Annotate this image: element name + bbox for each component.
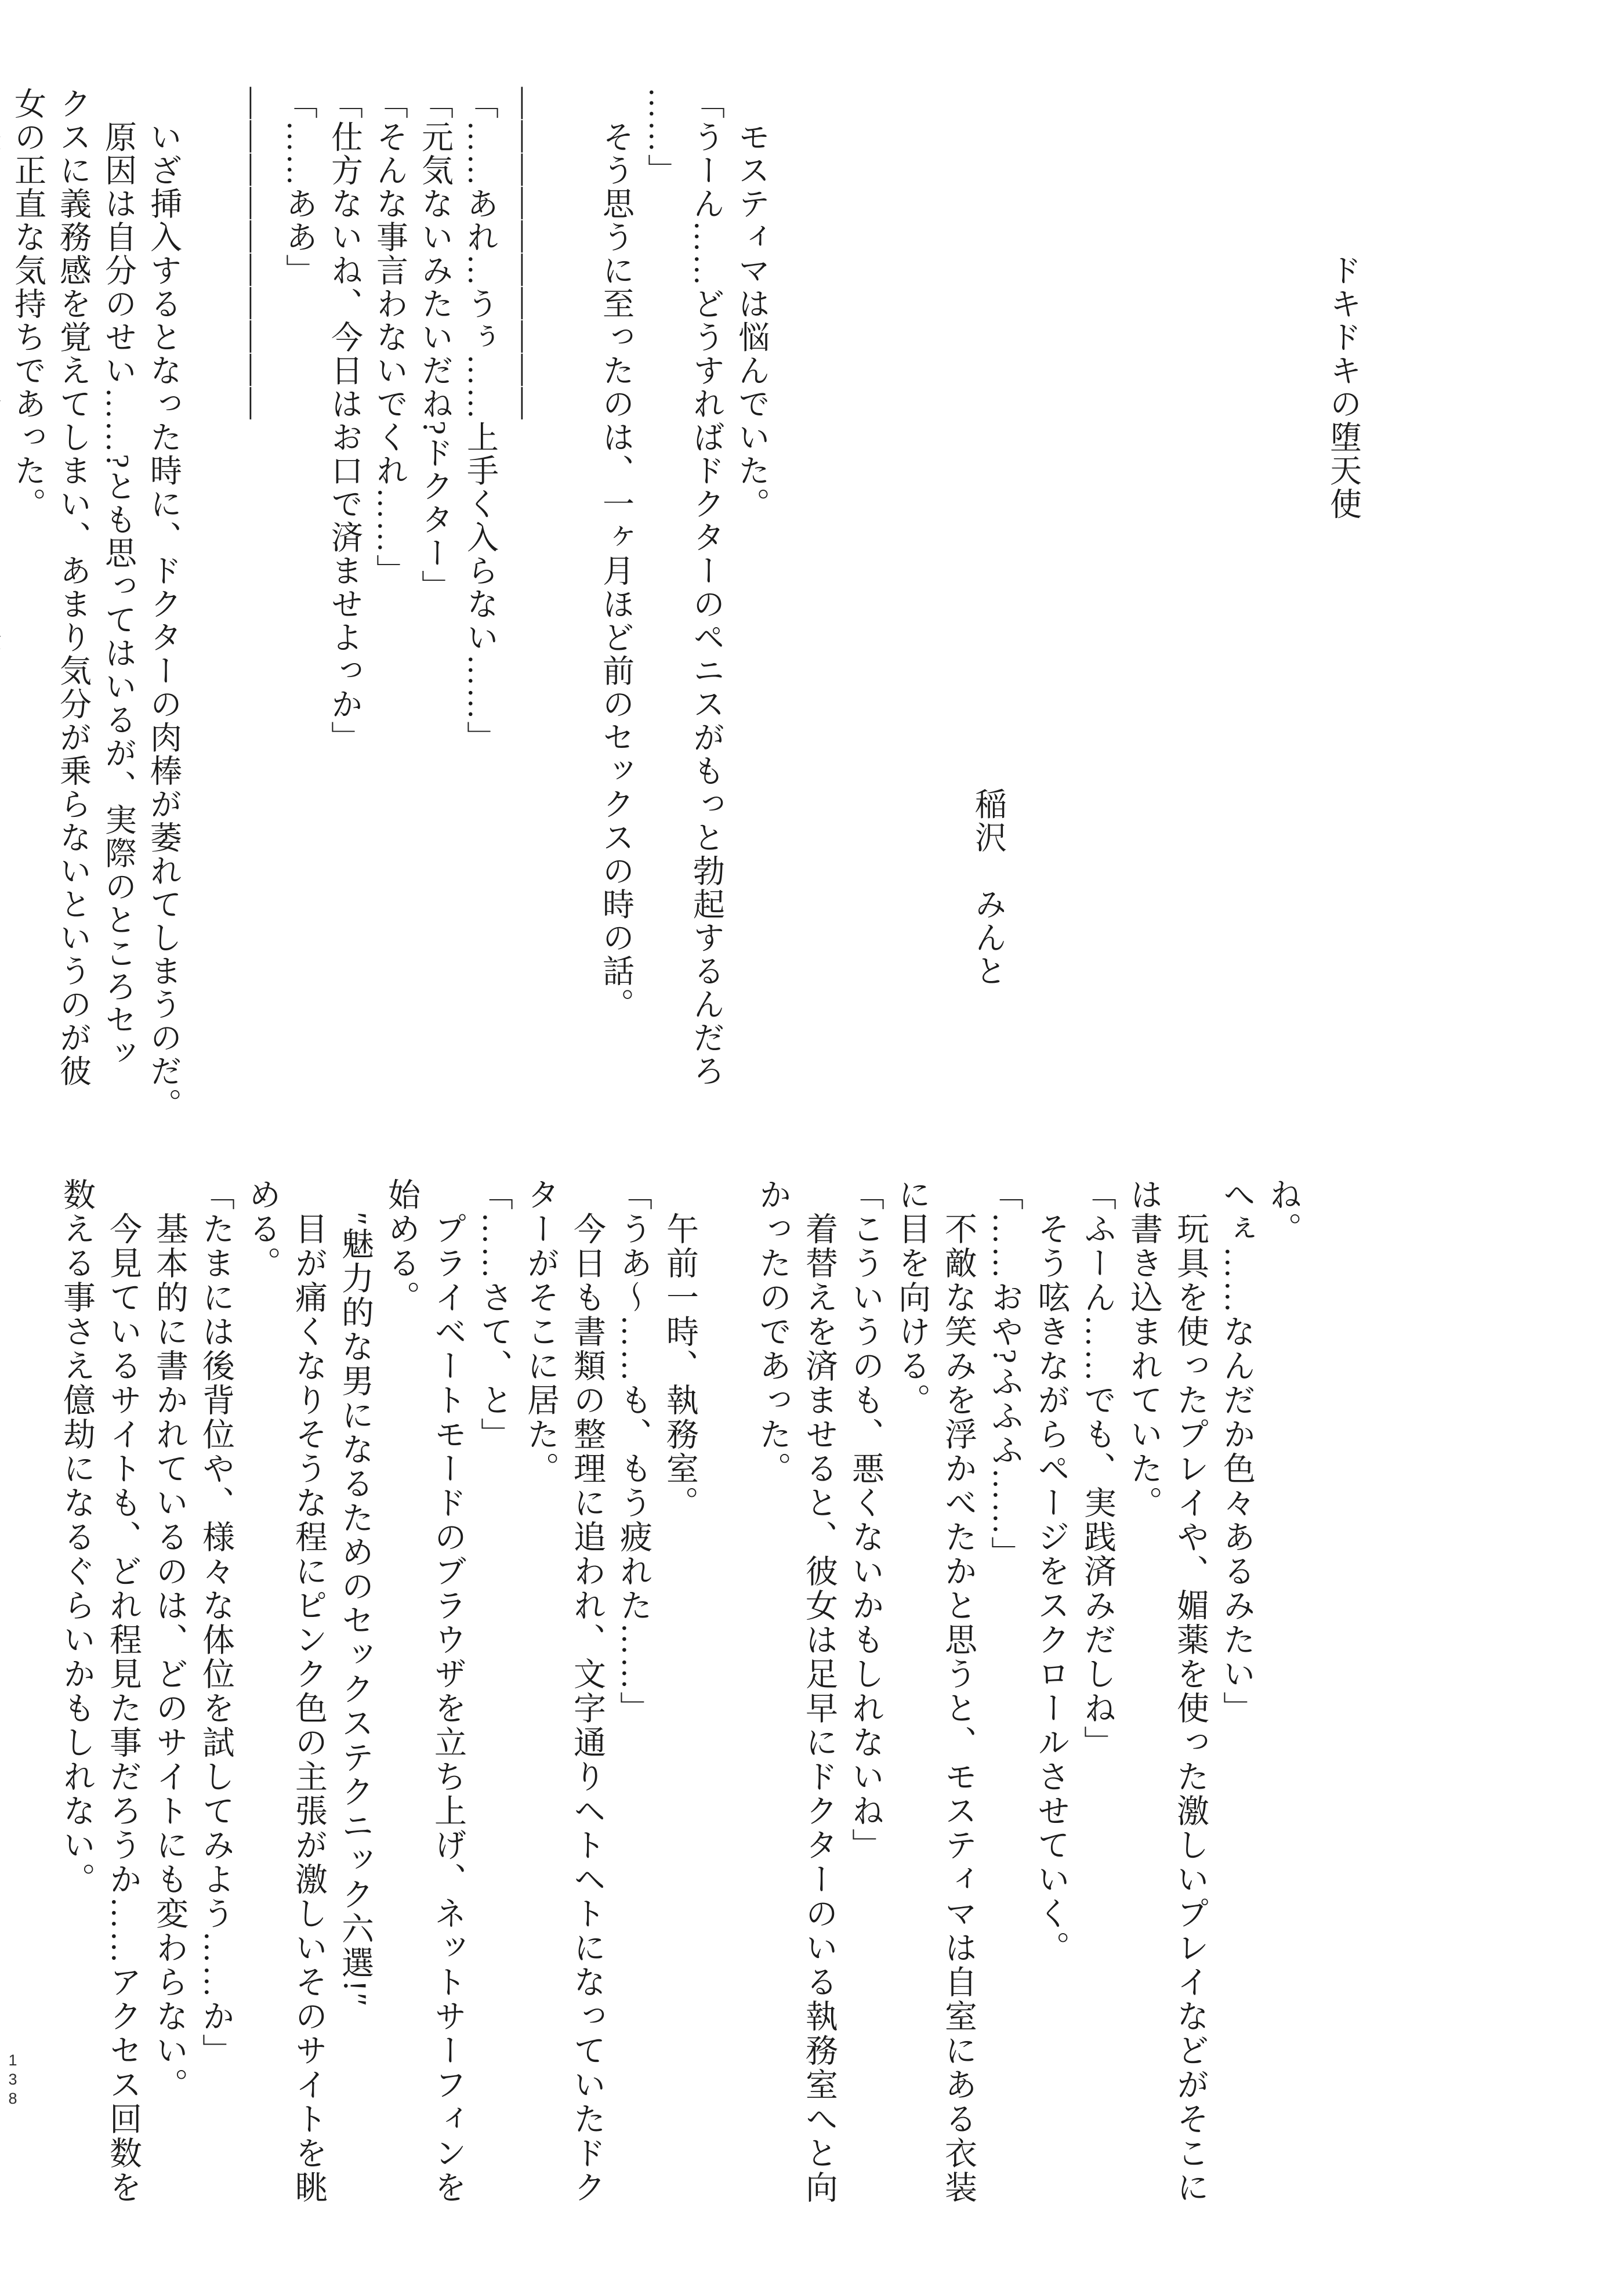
text-column: ね。 (1265, 1178, 1301, 1246)
text-column: ″魅力的な男になるためのセックステクニック六選!″ (337, 1178, 373, 2009)
text-column: かったのであった。 (755, 1178, 791, 1486)
text-column: 「元気ないみたいだね?ドクター」 (417, 87, 452, 603)
text-column: 女の正直な気持ちであった。 (10, 87, 45, 521)
blank-column (1202, 87, 1247, 1137)
text-column: 「……さて、と」 (476, 1178, 512, 1452)
page-title: ドキドキの堕天使 (1325, 87, 1361, 521)
text-column: 午前一時、執務室。 (662, 1178, 698, 1520)
text-column: へぇ……なんだか色々あるみたい」 (1219, 1178, 1255, 1725)
blank-column (847, 87, 892, 1137)
text-column: 不敵な笑みを浮かべたかと思うと、モスティマは自室にある衣装 (940, 1178, 976, 2205)
text-column: は書き込まれていた。 (1126, 1178, 1162, 1520)
text-column: そう思うに至ったのは、一ヶ月ほど前のセックスの時の話。 (598, 87, 633, 1021)
text-column: ……」 (643, 87, 679, 187)
text-column: いざ挿入するとなった時に、ドクターの肉棒が萎れてしまうのだ。 (146, 87, 181, 1121)
scene-break-rule: ―――――――――― (236, 87, 271, 421)
text-column: 目が痛くなりそうな程にピンク色の主張が激しいそのサイトを眺 (291, 1178, 327, 2205)
blank-column (186, 87, 231, 1137)
text-column: 「そんな事言わないでくれ……」 (372, 87, 407, 588)
scene-break-rule: ―――――――――― (507, 87, 543, 421)
text-column: 「こういうのも、悪くないかもしれないね」 (847, 1178, 883, 1862)
text-column: 「うーん……どうすればドクターのペニスがもっと勃起するんだろ (688, 87, 724, 1088)
text-column: プライベートモードのブラウザを立ち上げ、ネットサーフィンを (430, 1178, 466, 2205)
text-column: に目を向ける。 (894, 1178, 930, 1417)
page-number: 138 (4, 2051, 21, 2109)
text-column: 「……おや?ふふふ……」 (987, 1178, 1023, 1571)
text-column: 「うあ〜……も、もう疲れた……」 (615, 1178, 651, 1725)
text-column: 数える事さえ億劫になるぐらいかもしれない。 (59, 1178, 95, 1897)
text-column: モスティマは悩んでいた。 (734, 87, 769, 521)
text-column: そう呟きながらページをスクロールさせていく。 (1033, 1178, 1069, 1965)
text-column: 玩具を使ったプレイや、媚薬を使った激しいプレイなどがそこに (1172, 1178, 1208, 2205)
text-column: 「……あれ…うぅ……上手く入らない……」 (462, 87, 498, 754)
blank-column (548, 87, 593, 1137)
text-column: 着替えを済ませると、彼女は足早にドクターのいる執務室へと向 (801, 1178, 837, 2205)
text-column: 「たまには後背位や、様々な体位を試してみよう……か」 (198, 1178, 234, 2068)
text-column: 原因は自分のせい……?とも思ってはいるが、実際のところセッ (100, 87, 136, 1070)
text-column: 今日も書類の整理に追われ、文字通りヘトヘトになっていたドク (569, 1178, 605, 2205)
blank-column (1083, 87, 1129, 1137)
text-column: 「ふーん……でも、実践済みだしね」 (1079, 1178, 1115, 1760)
blank-column (703, 1178, 749, 2222)
text-column (0, 87, 5, 1137)
top-text-block (0, 87, 1438, 1137)
bottom-text-block (0, 1178, 1380, 2222)
text-column: クスに義務感を覚えてしまい、あまり気分が乗らないというのが彼 (55, 87, 90, 1088)
author-name: 稲沢 みんと (970, 87, 1006, 988)
text-column: める。 (244, 1178, 280, 1280)
text-column: 今見ているサイトも、どれ程見た事だろうか……アクセス回数を (105, 1178, 141, 2205)
text-column: 「……ああ」 (281, 87, 317, 287)
text-column: 基本的に書かれているのは、どのサイトにも変わらない。 (151, 1178, 187, 2102)
text-column: ターがそこに居た。 (523, 1178, 559, 1486)
text-column: 「仕方ないね、今日はお口で済ませよっか」 (327, 87, 362, 754)
text-column: 始める。 (383, 1178, 419, 1315)
